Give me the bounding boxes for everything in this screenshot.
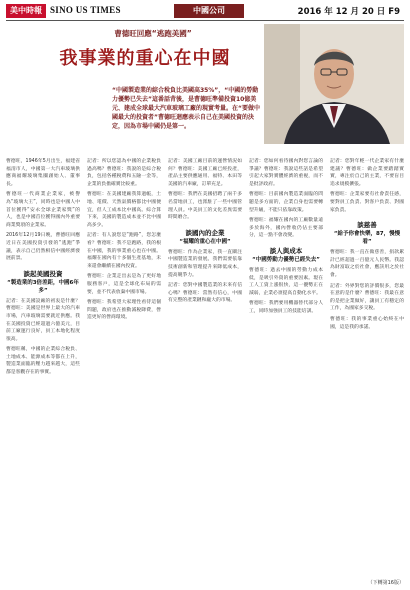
article-paragraph: 記者：有人說您是“跑路”，您怎麼看？曹德旺：我不是跑路，我的根在中國，我的事業重心也在中國。福耀在國內有十多個生產基地，未來還會繼續在國內投資。 — [87, 233, 161, 269]
article-body — [6, 158, 404, 578]
newspaper-logo: 美中時報 — [6, 4, 46, 18]
headline-kicker: 曹德旺回應“逃跑美國” — [114, 29, 192, 38]
article-paragraph: 記者：所以您認為中國的企業稅負過高嗎？曹德旺：我說的是綜合稅負，包括各種稅費和五險一金等，企業的負擔確實比較重。 — [87, 159, 161, 187]
section-subhead — [330, 220, 404, 245]
portrait-illustration — [264, 24, 404, 144]
section-label: 中國公司 — [174, 4, 244, 18]
page-number: F9 — [388, 7, 400, 17]
article-paragraph: 曹德旺：我希望大家理性看待這個問題，政府也在推動減稅降費，營造更好的營商環境。 — [87, 300, 161, 321]
article-paragraph: 記者：您如何看待國內對您言論的爭議？曹德旺：我說這些話是希望引起大家對實體經濟的重視，而不是批評政府。 — [249, 159, 323, 187]
subhead-quote: “製造業的3倍差距，中國6年多” — [7, 279, 79, 294]
article-column — [168, 158, 242, 578]
article-paragraph: 記者：您對年輕一代企業家有什麼建議？曹德旺：做企業要踏踏實實，專注於自己的主業，不要盲目追求規模擴張。 — [330, 159, 404, 187]
article-column — [330, 158, 404, 578]
subhead-quote: “中國勞動力優勢已經失去” — [252, 256, 320, 263]
subhead-title: 談人與成本 — [269, 246, 303, 255]
section-subhead — [168, 228, 242, 245]
subhead-title: 談國內的企業 — [185, 228, 225, 237]
article-column — [87, 158, 161, 578]
article-paragraph: 記者：美國工廠目前的運營情況如何？曹德旺：美國工廠已經投產，產品主要供應通用、福特、本田等美國的汽車廠，訂單充足。 — [168, 159, 242, 187]
issue-date: 2016 年 12 月 20 日 — [297, 7, 386, 17]
article-paragraph: 記者：在美國設廠的初衷是什麼？曹德旺：美國是世界上最大的汽車市場，汽車玻璃需要就近供應。我在美國投資已經超過六億美元，目前工廠運行良好，員工本地化程度很高。 — [6, 298, 80, 342]
article-paragraph: 曹德旺：我們在美國招聘了兩千多名當地員工，也派駐了一些中國管理人員。中美員工的文化差異需要時間磨合。 — [168, 192, 242, 221]
article-paragraph: 曹德旺：福耀在國內的工廠數量遠多於海外，國內營收仍佔主要部分，這一點不會改變。 — [249, 218, 323, 239]
article-column — [249, 158, 323, 578]
continue-note: （下轉第16版） — [367, 580, 404, 586]
section-subhead — [6, 269, 80, 294]
headline-title: 我事業的重心在中國 — [59, 48, 231, 69]
article-paragraph: 曹德旺：作為企業家，我一直關注中國製造業的發展。我們需要依靠技術創新和管理提升來降低成本，提高競爭力。 — [168, 249, 242, 278]
portrait-photo — [264, 24, 404, 144]
pull-quote: “中國製造業的綜合稅負比美國高35%”，“中國的勞動力優勢已失去”這番話背後，是曹德旺準備投資10億美元、建成全球最大汽車玻璃工廠的現實考量。在“要做中國最大的投資者”曹德旺迴應表示自己在美國投資的決定，因為市場中國仍是第一。 — [112, 87, 260, 130]
subhead-title: 談慈善 — [357, 221, 377, 230]
article-paragraph: 記者：您對中國製造業的未來有信心嗎？曹德旺：當然有信心，中國有完整的產業鏈和龐大的市場。 — [168, 283, 242, 304]
article-paragraph: 曹德旺：過去中國的勞動力成本低，是吸引外資的重要因素。現在工人工資上漲很快，這一優勢正在減弱，企業必須提高自動化水平。 — [249, 267, 323, 296]
masthead — [6, 4, 404, 20]
article-paragraph: 曹德旺：我們要用機器替代部分人工，同時加強員工的技能培訓。 — [249, 301, 323, 314]
article-paragraph: 曹德旺稱，中國的企業綜合稅負、土地成本、能源成本等都在上升，製造業面臨的壓力越來越大，這些都是客觀存在的事實。 — [6, 347, 80, 376]
article-paragraph: 曹德旺：在美國建廠我算過帳，土地、電價、天然氣價格都比中國便宜，但人工成本比中國高。綜合算下來，美國的製造成本並不比中國高多少。 — [87, 192, 161, 228]
article-paragraph: 記者：外界對您的評價很多，您最在意的是什麼？曹德旺：我最在意的是把企業做好，讓員工有穩定的工作，為國家多交稅。 — [330, 283, 404, 312]
article-paragraph: 曹德旺一代商業企業家，被譽為“玻璃大王”，同時也是中國人中首位獲得“安永全球企業家獎”的人，也是中國首位獲得國內外重要商業獎項的企業家。 — [6, 192, 80, 228]
article-column — [6, 158, 80, 578]
subhead-quote: “福耀的重心在中國” — [179, 238, 231, 245]
paper-name: SINO US TIMES — [50, 5, 121, 15]
article-paragraph: 2016年12月19日晚，曹德旺回應近日在美國投資引發的“逃跑”爭議，表示自己仍然相信中國經濟發展前景。 — [6, 233, 80, 262]
subhead-title: 談起美國投資 — [23, 269, 63, 278]
subhead-quote: “給予你會快樂，87，慢慢看” — [333, 231, 401, 246]
dateline — [298, 5, 400, 17]
article-paragraph: 曹德旺：我一直在做慈善，捐款累計已經超過一百億元人民幣。我認為財富取之於社會，應該用之於社會。 — [330, 250, 404, 278]
article-paragraph: 曹德旺：企業家要有社會責任感，要對員工負責、對客戶負責、對國家負責。 — [330, 192, 404, 213]
masthead-rule — [6, 20, 404, 21]
article-paragraph: 曹德旺：我的事業重心始終在中國，這是我的承諾。 — [330, 316, 404, 330]
article-paragraph: 曹德旺，1946年5月出生，福建省福清市人，中國第一大汽車玻璃供應商福耀玻璃集團創始人、董事長。 — [6, 159, 80, 187]
article-paragraph: 曹德旺：企業走出去是為了更好地服務客戶，這是全球化布局的需要，並不代表放棄中國市場。 — [87, 274, 161, 295]
section-subhead — [249, 246, 323, 263]
article-paragraph: 曹德旺：目前國內製造業面臨的問題是多方面的，企業自身也需要轉型升級，不能只依靠政策。 — [249, 192, 323, 213]
